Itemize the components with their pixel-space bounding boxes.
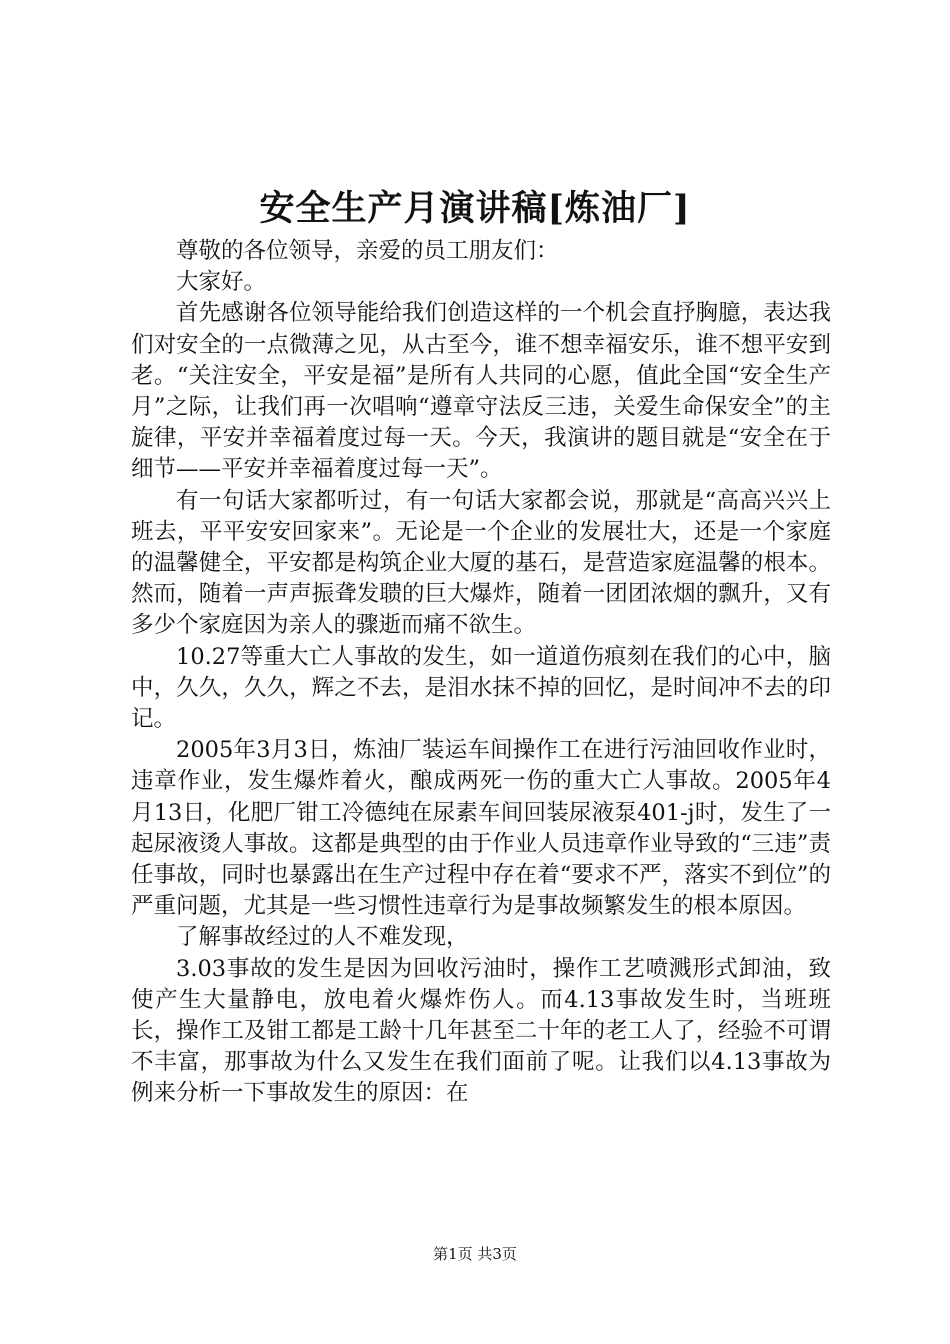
page-footer: 第1页 共3页 bbox=[433, 1245, 517, 1263]
document-title: 安全生产月演讲稿[炼油厂] bbox=[259, 188, 691, 229]
paragraph: 首先感谢各位领导能给我们创造这样的一个机会直抒胸臆，表达我们对安全的一点微薄之见，从古至今，谁不想幸福安乐，谁不想平安到老。“关注安全，平安是福”是所有人共同的心愿，值此全国“安全生产月”之际，让我们再一次唱响“遵章守法反三违，关爱生命保安全”的主旋律，平安并幸福着度过每一天。今天，我演讲的题目就是“安全在于细节——平安并幸福着度过每一天”。 bbox=[131, 300, 831, 483]
paragraph: 有一句话大家都听过，有一句话大家都会说，那就是“高高兴兴上班去，平平安安回家来”。无论是一个企业的发展壮大，还是一个家庭的温馨健全，平安都是构筑企业大厦的基石，是营造家庭温馨的根本。然而，随着一声声振聋发聩的巨大爆炸，随着一团团浓烟的飘升，又有多少个家庭因为亲人的骤逝而痛不欲生。 bbox=[131, 487, 831, 639]
paragraph: 了解事故经过的人不难发现， bbox=[176, 924, 469, 951]
paragraph: 10.27等重大亡人事故的发生，如一道道伤痕刻在我们的心中，脑中，久久，久久，辉之不去，是泪水抹不掉的回忆，是时间冲不去的印记。 bbox=[131, 643, 831, 733]
paragraph-salutation: 尊敬的各位领导，亲爱的员工朋友们： bbox=[176, 238, 559, 264]
paragraph: 3.03事故的发生是因为回收污油时，操作工艺喷溅形式卸油，致使产生大量静电，放电着火爆炸伤人。而4.13事故发生时，当班班长，操作工及钳工都是工龄十几年甚至二十年的老工人了，经验不可谓不丰富，那事故为什么又发生在我们面前了呢。让我们以4.13事故为例来分析一下事故发生的原因：在 bbox=[131, 955, 831, 1107]
paragraph-greeting: 大家好。 bbox=[176, 269, 267, 296]
paragraph: 2005年3月3日，炼油厂装运车间操作工在进行污油回收作业时，违章作业，发生爆炸着火，酿成两死一伤的重大亡人事故。2005年4月13日，化肥厂钳工冷德纯在尿素车间回装尿液泵401-j时，发生了一起尿液烫人事故。这都是典型的由于作业人员违章作业导致的“三违”责任事故，同时也暴露出在生产过程中存在着“要求不严，落实不到位”的严重问题，尤其是一些习惯性违章行为是事故频繁发生的根本原因。 bbox=[131, 737, 831, 920]
document-body bbox=[131, 236, 831, 1110]
